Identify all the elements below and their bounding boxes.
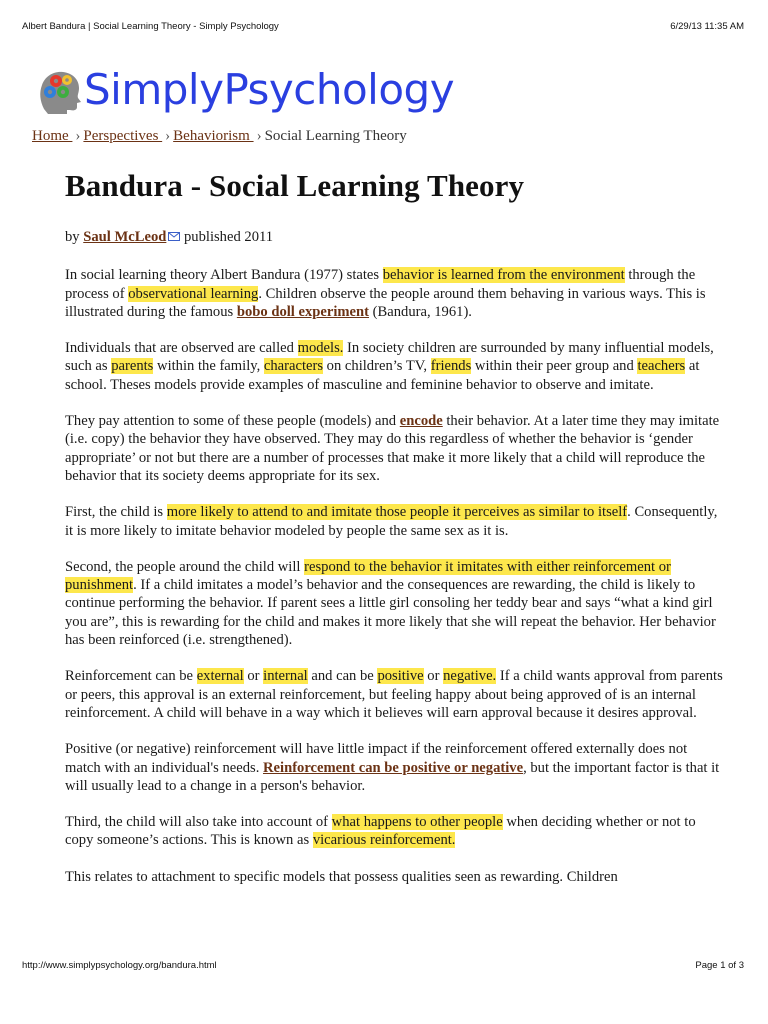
print-page-title: Albert Bandura | Social Learning Theory - Simply Psychology: [22, 21, 279, 32]
logo-text-simply: Simply: [84, 65, 224, 114]
byline-by: by: [65, 229, 84, 245]
paragraph-5: [65, 558, 725, 649]
highlight: negative.: [443, 668, 497, 685]
text: . If a child imitates a model’s behavior and the consequences are rewarding, the child is likely to continue performing the behavior. If parent sees a little girl consoling her teddy bear and says “what a kind girl you are”, this is rewarding for the child and makes it more likely that she will repeat the behavior. Her behavior has been reinforced (i.e. strengthened).: [65, 577, 716, 649]
paragraph-2: [65, 339, 725, 394]
byline: [65, 228, 725, 246]
brain-gears-icon: [34, 65, 84, 115]
email-icon[interactable]: [168, 232, 180, 241]
highlight: observational learning: [128, 285, 259, 302]
text: Third, the child will also take into account of: [65, 814, 332, 831]
print-page-number: Page 1 of 3: [695, 960, 744, 971]
text: or: [243, 668, 264, 685]
text: In society children are surrounded by many influential models, such as: [65, 340, 714, 375]
highlight: external: [196, 668, 244, 685]
breadcrumb-separator: ›: [256, 128, 262, 144]
text: . Consequently, it is more likely to imitate behavior modeled by people the same sex as it is.: [65, 504, 718, 539]
text: (Bandura, 1961).: [369, 303, 472, 320]
site-logo[interactable]: [34, 66, 454, 114]
highlight: parents: [111, 358, 154, 375]
text: In social learning theory Albert Bandura (1977) states: [65, 267, 383, 284]
breadcrumb-home-link[interactable]: Home: [32, 128, 73, 144]
breadcrumb-separator: ›: [75, 128, 81, 144]
text: within the family,: [153, 358, 264, 375]
text: Positive (or negative) reinforcement will have little impact if the reinforcement offered externally does not match with an individual's needs.: [65, 741, 688, 776]
print-url: http://www.simplypsychology.org/bandura.html: [22, 960, 217, 971]
highlight: respond to the behavior it imitates with either reinforcement or punishment: [65, 558, 671, 594]
highlight: internal: [263, 668, 308, 685]
paragraph-8: [65, 813, 725, 850]
paragraph-4: [65, 503, 725, 540]
logo-wordmark: [84, 66, 454, 114]
text: They pay attention to some of these people (models) and: [65, 413, 400, 430]
paragraph-6: [65, 667, 725, 722]
article-body: [65, 228, 725, 904]
highlight: more likely to attend to and imitate those people it perceives as similar to itself: [166, 504, 628, 521]
author-link[interactable]: Saul McLeod: [83, 229, 167, 245]
page-title: Bandura - Social Learning Theory: [65, 168, 525, 203]
text: and can be: [307, 668, 378, 685]
highlight: behavior is learned from the environment: [382, 267, 625, 284]
text: Second, the people around the child will: [65, 558, 305, 575]
breadcrumb: [32, 128, 407, 145]
text: through the process of: [65, 267, 696, 302]
text: This relates to attachment to specific models that possess qualities seen as rewarding. Children: [65, 868, 618, 885]
highlight: what happens to other people: [331, 814, 503, 831]
text: when deciding whether or not to copy someone’s actions. This is known as: [65, 814, 696, 849]
encode-link[interactable]: encode: [399, 413, 443, 430]
text: their behavior. At a later time they may imitate (i.e. copy) the behavior they have observed. They may do this regardless of whether the behavior is ‘gender appropriate’ or not but there are a number of processes that make it more likely that a child will reproduce the behavior that its society deems appropriate for its sex.: [65, 413, 720, 484]
highlight: models.: [297, 340, 344, 357]
text: Individuals that are observed are called: [65, 340, 298, 357]
highlight: vicarious reinforcement.: [312, 832, 456, 849]
logo-text-psychology: Psychology: [223, 65, 455, 114]
text: at school. Theses models provide examples of masculine and feminine behavior to observe and imitate.: [65, 358, 700, 393]
breadcrumb-behaviorism-link[interactable]: Behaviorism: [173, 128, 254, 144]
text: within their peer group and: [471, 358, 638, 375]
text: If a child wants approval from parents or peers, this approval is an external reinforcement, but feeling happy about being approved of is an internal reinforcement. A child will behave in a way which it believes will earn approval because it desires approval.: [65, 668, 723, 721]
print-datetime: 6/29/13 11:35 AM: [670, 21, 744, 32]
paragraph-1: [65, 266, 725, 321]
breadcrumb-separator: ›: [165, 128, 171, 144]
text: Reinforcement can be: [65, 668, 197, 685]
paragraph-7: [65, 740, 725, 795]
text: on children’s TV,: [323, 358, 431, 375]
highlight: characters: [263, 358, 324, 375]
text: or: [423, 668, 444, 685]
breadcrumb-current: Social Learning Theory: [264, 128, 407, 144]
print-header: [22, 21, 744, 32]
byline-published: published 2011: [180, 229, 274, 245]
highlight: positive: [377, 668, 424, 685]
highlight: friends: [430, 358, 472, 375]
bobo-doll-link[interactable]: bobo doll experiment: [236, 303, 370, 320]
highlight: teachers: [637, 358, 686, 375]
paragraph-3: [65, 412, 725, 485]
breadcrumb-perspectives-link[interactable]: Perspectives: [83, 128, 163, 144]
reinforcement-link[interactable]: Reinforcement can be positive or negative: [263, 759, 524, 776]
paragraph-9: [65, 868, 725, 886]
text: , but the important factor is that it will usually lead to a change in a person's behavior.: [65, 759, 720, 794]
print-footer: [22, 960, 744, 971]
text: . Children observe the people around them behaving in various ways. This is illustrated during the famous: [65, 285, 706, 320]
text: First, the child is: [65, 504, 167, 521]
